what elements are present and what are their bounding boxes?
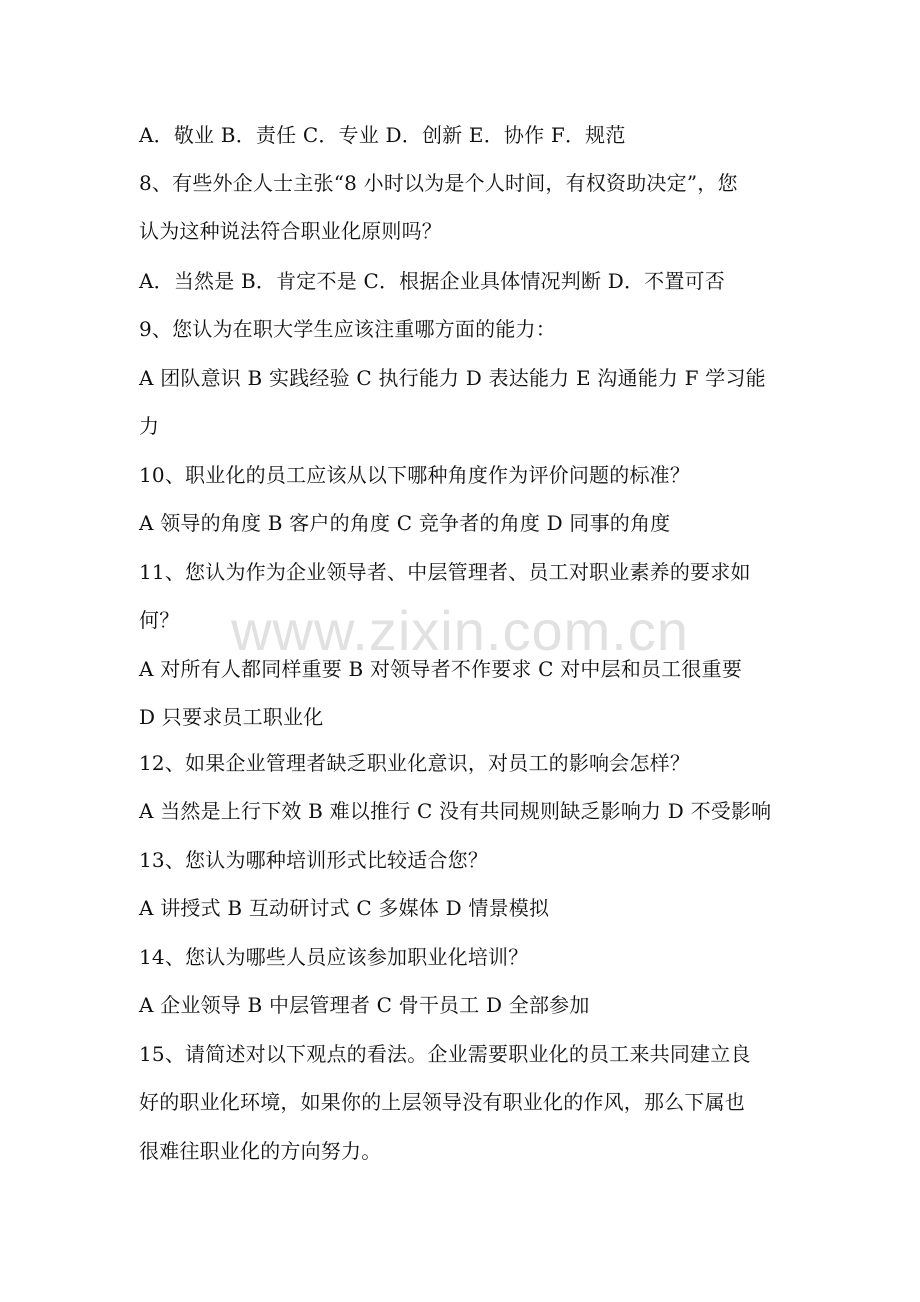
question-11-line-1: 11、您认为作为企业领导者、中层管理者、员工对职业素养的要求如 xyxy=(139,560,751,584)
question-13: 13、您认为哪种培训形式比较适合您？ xyxy=(139,848,489,872)
question-14: 14、您认为哪些人员应该参加职业化培训？ xyxy=(139,945,529,969)
question-15-line-3: 很难往职业化的方向努力。 xyxy=(139,1139,382,1163)
question-12: 12、如果企业管理者缺乏职业化意识，对员工的影响会怎样？ xyxy=(139,751,691,775)
answer-options-line: A．敬业 B．责任 C．专业 D．创新 E．协作 F．规范 xyxy=(139,123,626,147)
question-8-line-1: 8、有些外企人士主张“8 小时以为是个人时间，有权资助决定”，您 xyxy=(139,171,738,195)
question-15-line-1: 15、请简述对以下观点的看法。企业需要职业化的员工来共同建立良 xyxy=(139,1042,751,1066)
watermark: www.zixin.com.cn xyxy=(231,599,689,662)
answer-options-q8: A．当然是 B．肯定不是 C．根据企业具体情况判断 D．不置可否 xyxy=(139,269,725,293)
question-15-line-2: 好的职业化环境，如果你的上层领导没有职业化的作风，那么下属也 xyxy=(139,1090,745,1114)
question-11-line-2: 何？ xyxy=(139,608,180,632)
question-9: 9、您认为在职大学生应该注重哪方面的能力： xyxy=(139,317,556,341)
answer-options-q9-line-1: A 团队意识 B 实践经验 C 执行能力 D 表达能力 E 沟通能力 F 学习能 xyxy=(139,366,766,390)
question-8-line-2: 认为这种说法符合职业化原则吗？ xyxy=(139,219,442,243)
answer-options-q14: A 企业领导 B 中层管理者 C 骨干员工 D 全部参加 xyxy=(139,993,590,1017)
question-10: 10、职业化的员工应该从以下哪种角度作为评价问题的标准？ xyxy=(139,463,691,487)
answer-options-q11-line-2: D 只要求员工职业化 xyxy=(139,705,324,729)
answer-options-q11-line-1: A 对所有人都同样重要 B 对领导者不作要求 C 对中层和员工很重要 xyxy=(139,657,743,681)
answer-options-q13: A 讲授式 B 互动研讨式 C 多媒体 D 情景模拟 xyxy=(139,896,550,920)
answer-options-q12: A 当然是上行下效 B 难以推行 C 没有共同规则缺乏影响力 D 不受影响 xyxy=(139,799,772,823)
answer-options-q10: A 领导的角度 B 客户的角度 C 竞争者的角度 D 同事的角度 xyxy=(139,511,671,535)
answer-options-q9-line-2: 力 xyxy=(139,414,160,438)
